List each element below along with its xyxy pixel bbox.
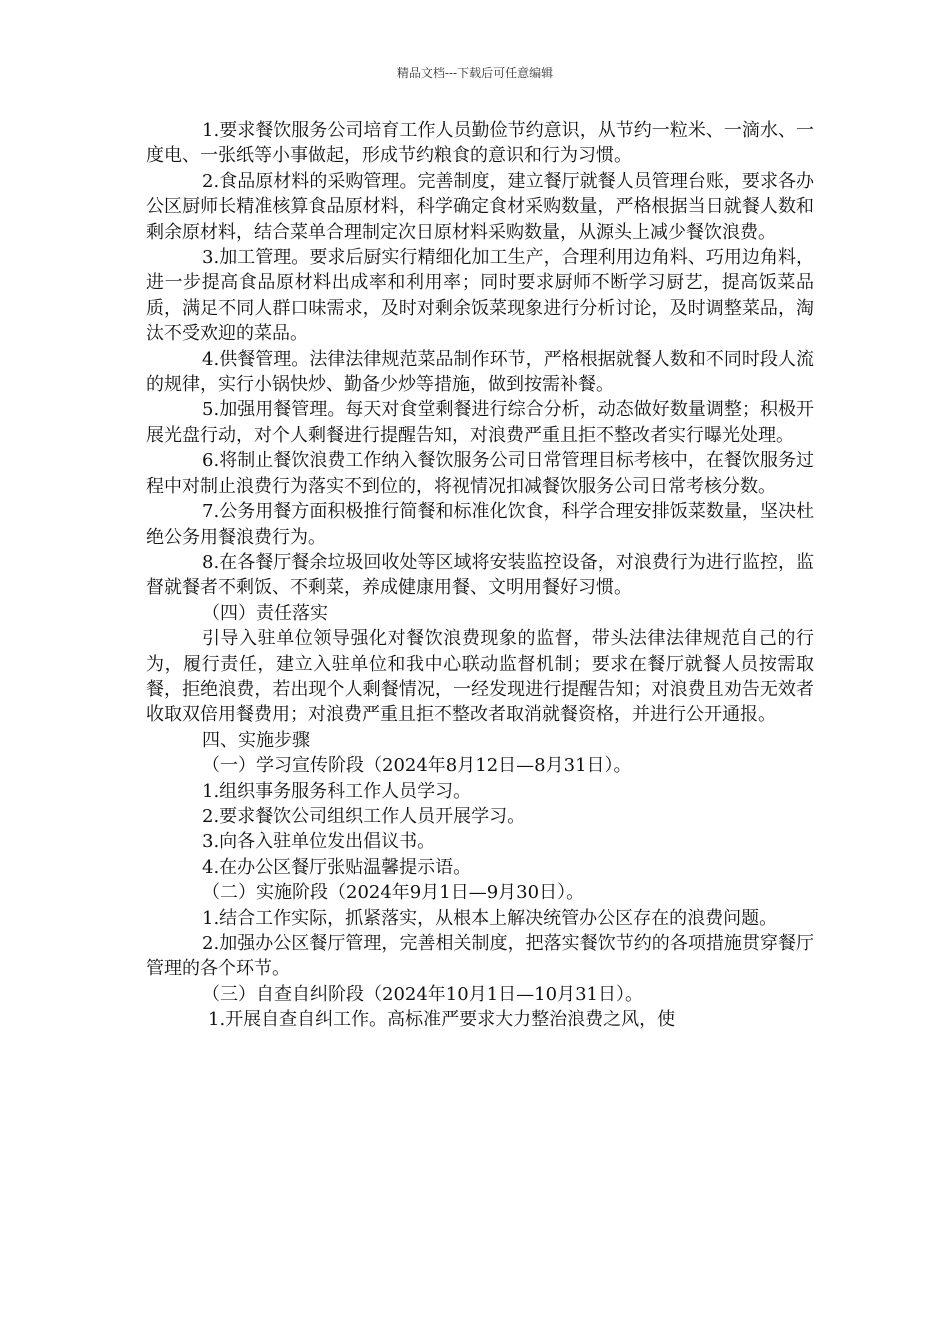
paragraph: 6.将制止餐饮浪费工作纳入餐饮服务公司日常管理目标考核中，在餐饮服务过程中对制止浪费行为落实不到位的，将视情况扣减餐饮服务公司日常考核分数。 [146,450,814,497]
paragraph: 1.要求餐饮服务公司培育工作人员勤俭节约意识，从节约一粒米、一滴水、一度电、一张纸等小事做起，形成节约粮食的意识和行为习惯。 [146,120,814,167]
document-body [146,118,814,1033]
paragraph: 7.公务用餐方面积极推行简餐和标准化饮食，科学合理安排饭菜数量，坚决杜绝公务用餐浪费行为。 [146,501,814,548]
paragraph: 引导入驻单位领导强化对餐饮浪费现象的监督，带头法律法律规范自己的行为，履行责任，建立入驻单位和我中心联动监督机制；要求在餐厅就餐人员按需取餐，拒绝浪费，若出现个人剩餐情况，一经发现进行提醒告知；对浪费且劝告无效者收取双倍用餐费用；对浪费严重且拒不整改者取消就餐资格，并进行公开通报。 [146,628,814,726]
list-item: 2.要求餐饮公司组织工作人员开展学习。 [202,805,526,827]
list-item: 1.结合工作实际，抓紧落实，从根本上解决统管办公区存在的浪费问题。 [202,907,778,929]
subsection-heading: （一）学习宣传阶段（2024年8月12日—8月31日）。 [202,755,632,777]
page-header: 精品文档---下载后可任意编辑 [396,66,554,80]
paragraph: 2.食品原材料的采购管理。完善制度，建立餐厅就餐人员管理台账，要求各办公区厨师长精准核算食品原材料，科学确定食材采购数量，严格根据当日就餐人数和剩余原材料，结合菜单合理制定次日原材料采购数量，从源头上减少餐饮浪费。 [146,170,814,243]
list-item: 4.在办公区餐厅张贴温馨提示语。 [202,856,472,878]
list-item: 1.开展自查自纠工作。高标准严要求大力整治浪费之风，使 [208,1009,676,1031]
section-heading: 四、实施步骤 [202,729,310,751]
subsection-heading: （三）自查自纠阶段（2024年10月1日—10月31日）。 [202,983,643,1005]
section-heading: （四）责任落实 [202,602,328,624]
list-item: 1.组织事务服务科工作人员学习。 [202,780,472,802]
list-item: 2.加强办公区餐厅管理，完善相关制度，把落实餐饮节约的各项措施贯穿餐厅管理的各个环节。 [146,933,814,980]
subsection-heading: （二）实施阶段（2024年9月1日—9月30日）。 [202,882,585,904]
paragraph: 3.加工管理。要求后厨实行精细化加工生产，合理利用边角料、巧用边角料，进一步提高食品原材料出成率和利用率；同时要求厨师不断学习厨艺，提高饭菜品质，满足不同人群口味需求，及时对剩余饭菜现象进行分析讨论，及时调整菜品，淘汰不受欢迎的菜品。 [146,247,814,345]
list-item: 3.向各入驻单位发出倡议书。 [202,831,436,853]
paragraph: 4.供餐管理。法律法律规范菜品制作环节，严格根据就餐人数和不同时段人流的规律，实行小锅快炒、勤备少炒等措施，做到按需补餐。 [146,348,814,396]
paragraph: 8.在各餐厅餐余垃圾回收处等区域将安装监控设备，对浪费行为进行监控，监督就餐者不剩饭、不剩菜，养成健康用餐、文明用餐好习惯。 [146,551,814,599]
paragraph: 5.加强用餐管理。每天对食堂剩餐进行综合分析，动态做好数量调整；积极开展光盘行动，对个人剩餐进行提醒告知，对浪费严重且拒不整改者实行曝光处理。 [146,399,814,446]
